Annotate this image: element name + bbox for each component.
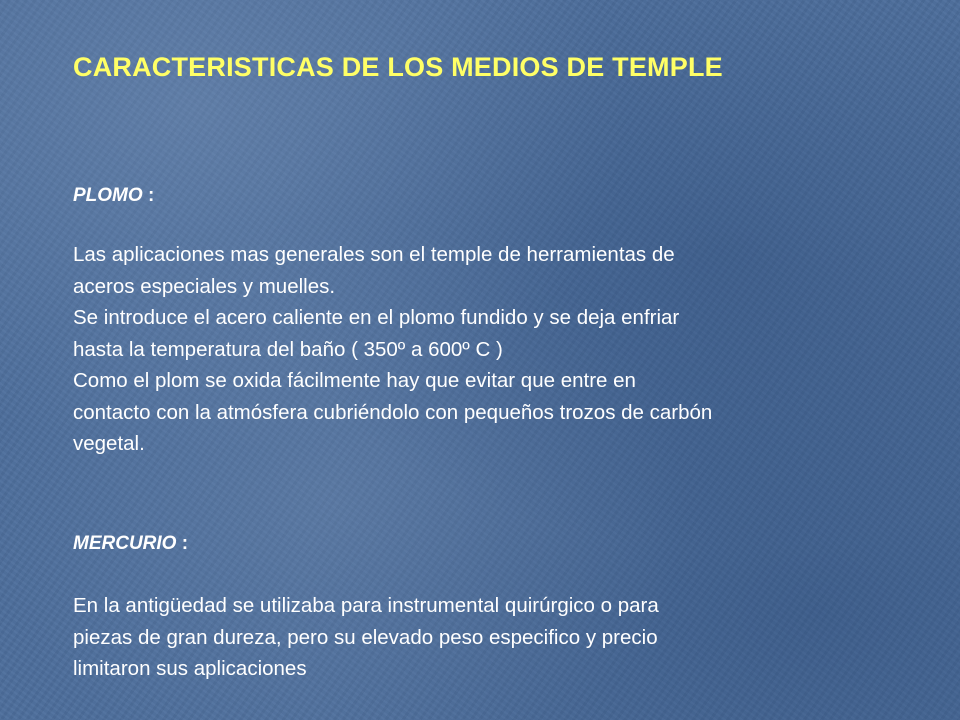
section-heading-mercurio — [73, 528, 933, 560]
text-line: piezas de gran dureza, pero su elevado peso especifico y precio — [73, 625, 658, 649]
paragraph-plomo — [73, 239, 933, 460]
section-heading-name: PLOMO — [73, 185, 143, 206]
text-line: contacto con la atmósfera cubriéndolo con pequeños trozos de carbón — [73, 400, 713, 424]
text-line: aceros especiales y muelles. — [73, 274, 336, 298]
section-heading-suffix: : — [142, 185, 155, 206]
section-heading-name: MERCURIO — [73, 533, 177, 554]
section-heading-suffix: : — [176, 533, 189, 554]
section-body-mercurio — [73, 590, 933, 685]
text-line: hasta la temperatura del baño ( 350º a 600º C ) — [73, 337, 503, 361]
text-line: vegetal. — [73, 432, 145, 455]
section-body-plomo — [73, 239, 933, 460]
text-line: limitaron sus aplicaciones — [73, 657, 307, 680]
text-line: Como el plom se oxida fácilmente hay que evitar que entre en — [73, 369, 636, 392]
paragraph-mercurio — [73, 590, 933, 685]
text-line: En la antigüedad se utilizaba para instrumental quirúrgico o para — [73, 594, 659, 617]
text-line: Las aplicaciones mas generales son el temple de herramientas de — [73, 243, 675, 266]
section-heading-plomo — [73, 180, 933, 212]
slide-title: CARACTERISTICAS DE LOS MEDIOS DE TEMPLE — [73, 52, 723, 82]
text-line: Se introduce el acero caliente en el plomo fundido y se deja enfriar — [73, 306, 680, 329]
